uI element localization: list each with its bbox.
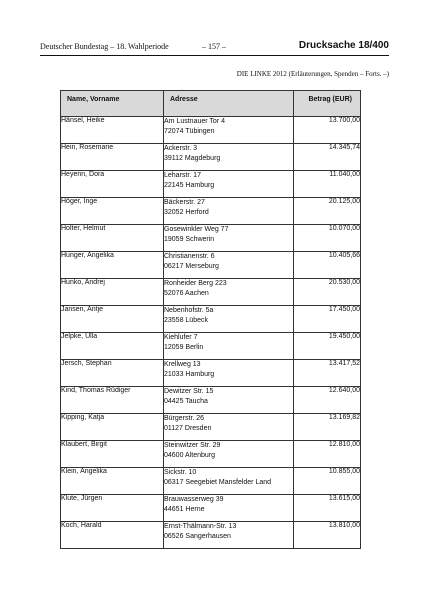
- donor-address: [164, 306, 294, 333]
- table-row: [61, 306, 361, 333]
- address-street: Bürgerstr. 26: [164, 415, 205, 422]
- address-street: Gosewinkler Weg 77: [164, 226, 229, 233]
- donor-address: [164, 387, 294, 414]
- donation-amount: 13.615,00: [294, 495, 361, 522]
- donor-address: [164, 198, 294, 225]
- donor-name: Holter, Helmut: [61, 225, 164, 252]
- donation-amount: 12.810,00: [294, 441, 361, 468]
- donation-amount: 13.700,00: [294, 117, 361, 144]
- column-header-name: Name, Vorname: [61, 91, 164, 117]
- table-header-row: [61, 91, 361, 117]
- donation-amount: 10.070,00: [294, 225, 361, 252]
- address-street: Christianenstr. 6: [164, 253, 215, 260]
- address-city: 32052 Herford: [164, 209, 209, 216]
- table-row: [61, 117, 361, 144]
- address-street: Krellweg 13: [164, 361, 201, 368]
- address-city: 39112 Magdeburg: [164, 155, 221, 162]
- column-header-amount: Betrag (EUR): [294, 91, 361, 117]
- address-city: 72074 Tübingen: [164, 128, 215, 135]
- table-row: [61, 333, 361, 360]
- address-street: Ackerstr. 3: [164, 145, 198, 152]
- address-city: 04425 Taucha: [164, 398, 208, 405]
- donor-name: Hunger, Angelika: [61, 252, 164, 279]
- column-header-address: Adresse: [164, 91, 294, 117]
- table-row: [61, 495, 361, 522]
- table-body: [61, 117, 361, 549]
- address-street: Am Lustnauer Tor 4: [164, 118, 225, 125]
- address-city: 23558 Lübeck: [164, 317, 208, 324]
- donation-amount: 19.450,00: [294, 333, 361, 360]
- donor-address: [164, 495, 294, 522]
- running-header: [40, 40, 389, 54]
- donor-address: [164, 144, 294, 171]
- donation-amount: 17.450,00: [294, 306, 361, 333]
- donation-amount: 20.125,00: [294, 198, 361, 225]
- donor-name: Jersch, Stephan: [61, 360, 164, 387]
- address-city: 06217 Merseburg: [164, 263, 219, 270]
- address-city: 21033 Hamburg: [164, 371, 215, 378]
- address-street: Ernst-Thälmann-Str. 13: [164, 523, 237, 530]
- donor-address: [164, 225, 294, 252]
- header-rule: [40, 55, 389, 56]
- table-row: [61, 225, 361, 252]
- donor-name: Klaubert, Birgit: [61, 441, 164, 468]
- header-page-number: – 157 –: [202, 42, 226, 51]
- address-street: Steinwitzer Str. 29: [164, 442, 221, 449]
- donor-address: [164, 117, 294, 144]
- address-street: Dewitzer Str. 15: [164, 388, 214, 395]
- table-row: [61, 144, 361, 171]
- donor-name: Kipping, Katja: [61, 414, 164, 441]
- donor-address: [164, 252, 294, 279]
- address-city: 01127 Dresden: [164, 425, 212, 432]
- donor-name: Jelpke, Ulla: [61, 333, 164, 360]
- table-row: [61, 171, 361, 198]
- donor-address: [164, 171, 294, 198]
- donation-amount: 10.855,00: [294, 468, 361, 495]
- address-street: Kiehlufer 7: [164, 334, 198, 341]
- donor-name: Hunko, Andrej: [61, 279, 164, 306]
- donor-address: [164, 414, 294, 441]
- donor-name: Koch, Harald: [61, 522, 164, 549]
- section-subtitle: DIE LINKE 2012 (Erläuterungen, Spenden – Forts. –): [236, 70, 389, 78]
- address-city: 12059 Berlin: [164, 344, 204, 351]
- donor-name: Klein, Angelika: [61, 468, 164, 495]
- address-street: Nebenhofstr. 5a: [164, 307, 214, 314]
- donor-name: Heyenn, Dora: [61, 171, 164, 198]
- address-street: Sickstr. 10: [164, 469, 197, 476]
- donor-name: Hänsel, Heike: [61, 117, 164, 144]
- header-parliament: Deutscher Bundestag – 18. Wahlperiode: [40, 42, 169, 51]
- table-row: [61, 387, 361, 414]
- address-city: 19059 Schwerin: [164, 236, 215, 243]
- donor-address: [164, 279, 294, 306]
- address-city: 44651 Herne: [164, 506, 205, 513]
- address-city: 06317 Seegebiet Mansfelder Land: [164, 479, 272, 486]
- donation-amount: 14.345,74: [294, 144, 361, 171]
- donor-address: [164, 333, 294, 360]
- address-city: 22145 Hamburg: [164, 182, 215, 189]
- donation-amount: 13.417,52: [294, 360, 361, 387]
- table-row: [61, 198, 361, 225]
- donation-amount: 13.810,00: [294, 522, 361, 549]
- donor-name: Höger, Inge: [61, 198, 164, 225]
- address-street: Leharstr. 17: [164, 172, 201, 179]
- table-row: [61, 279, 361, 306]
- address-city: 04600 Altenburg: [164, 452, 215, 459]
- table-row: [61, 252, 361, 279]
- donor-address: [164, 360, 294, 387]
- table-row: [61, 414, 361, 441]
- donor-address: [164, 522, 294, 549]
- donor-address: [164, 468, 294, 495]
- donor-name: Klute, Jürgen: [61, 495, 164, 522]
- address-city: 52076 Aachen: [164, 290, 209, 297]
- table-row: [61, 522, 361, 549]
- donor-name: Jansen, Antje: [61, 306, 164, 333]
- donation-amount: 12.640,00: [294, 387, 361, 414]
- table-row: [61, 360, 361, 387]
- address-city: 06526 Sangerhausen: [164, 533, 231, 540]
- address-street: Brauwasserweg 39: [164, 496, 224, 503]
- table-row: [61, 468, 361, 495]
- address-street: Ronheider Berg 223: [164, 280, 227, 287]
- header-document-number: Drucksache 18/400: [298, 40, 389, 51]
- donor-name: Hein, Rosemarie: [61, 144, 164, 171]
- donation-amount: 10.405,66: [294, 252, 361, 279]
- donation-amount: 13.169,82: [294, 414, 361, 441]
- donation-amount: 20.530,00: [294, 279, 361, 306]
- donor-address: [164, 441, 294, 468]
- table-row: [61, 441, 361, 468]
- donation-amount: 11.040,00: [294, 171, 361, 198]
- donations-table: [60, 90, 361, 549]
- donor-name: Kind, Thomas Rüdiger: [61, 387, 164, 414]
- address-street: Bäckerstr. 27: [164, 199, 205, 206]
